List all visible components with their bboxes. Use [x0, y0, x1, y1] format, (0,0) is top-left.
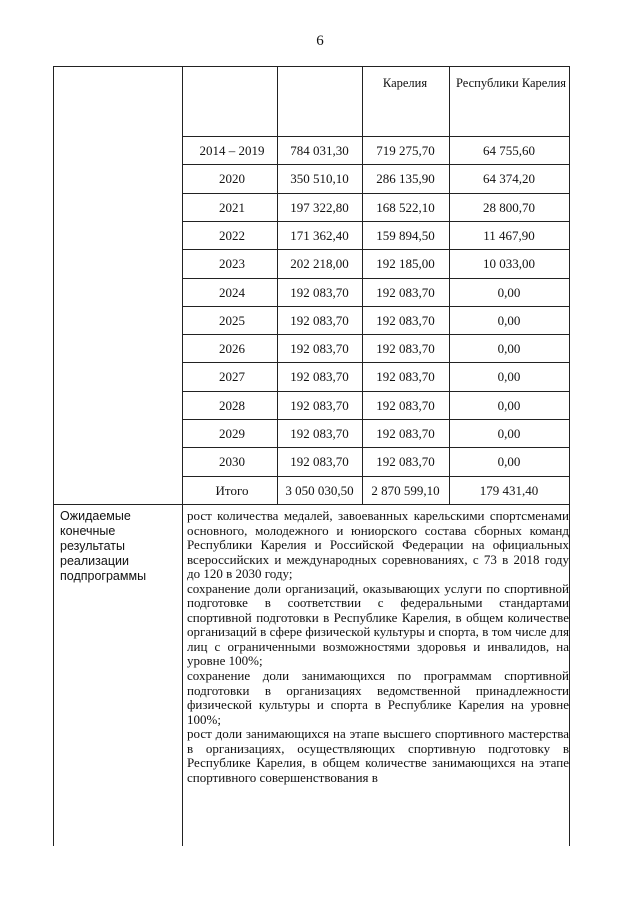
- table-cell-total: 784 031,30: [290, 143, 349, 158]
- table-cell-other: 28 800,70: [483, 199, 535, 215]
- table-cell-other: 0,00: [497, 341, 521, 357]
- table-cell-budget: 192 083,70: [376, 454, 435, 470]
- table-cell-total: 192 083,70: [290, 426, 349, 441]
- table-cell-year: 2027: [219, 369, 245, 385]
- grid-line: [182, 136, 569, 137]
- table-cell-other: 11 467,90: [483, 227, 535, 243]
- results-text: [187, 509, 569, 785]
- table-cell-budget: 719 275,70: [376, 143, 435, 158]
- table-cell-year: 2023: [219, 256, 245, 272]
- grid-line: [182, 476, 569, 477]
- grid-line: [182, 391, 569, 392]
- table-cell-other: 64 374,20: [483, 171, 535, 187]
- grid-line: [182, 249, 569, 250]
- table-cell-other: 0,00: [497, 312, 521, 328]
- table-cell-total: 202 218,00: [290, 256, 349, 272]
- table-cell-year: 2028: [219, 397, 245, 413]
- table-cell-year: 2024: [219, 284, 245, 300]
- table-cell-budget: 168 522,10: [376, 199, 435, 215]
- table-cell-other: 0,00: [497, 284, 521, 300]
- table-cell-other: 0,00: [497, 397, 521, 413]
- table-cell-other: 64 755,60: [483, 143, 535, 158]
- table-cell-budget: 192 083,70: [376, 312, 435, 328]
- table-cell-year: 2022: [219, 227, 245, 243]
- grid-line: [182, 419, 569, 420]
- table-cell-year: Итого: [215, 482, 249, 498]
- table-cell-year: 2021: [219, 199, 245, 215]
- table-cell-total: 192 083,70: [290, 284, 349, 300]
- header-col4: Республики Карелия: [455, 76, 567, 90]
- table-cell-budget: 192 083,70: [376, 369, 435, 385]
- table-cell-total: 192 083,70: [290, 341, 349, 357]
- results-paragraph: рост количества медалей, завоеванных карельскими спортсменами основного, молодежного и юниорского состава сборных команд Республики Карелия и Российской Федерации на официальных всероссийских и международных соревнованиях, с 73 в 2018 году до 120 в 2030 году;: [187, 508, 569, 582]
- grid-line: [53, 504, 569, 505]
- table-cell-budget: 2 870 599,10: [371, 482, 440, 498]
- table-cell-other: 0,00: [497, 426, 521, 441]
- table-cell-budget: 192 083,70: [376, 397, 435, 413]
- grid-line: [182, 278, 569, 279]
- table-cell-budget: 286 135,90: [376, 171, 435, 187]
- table-cell-other: 0,00: [497, 454, 521, 470]
- table-cell-total: 197 322,80: [290, 199, 349, 215]
- table-cell-budget: 192 185,00: [376, 256, 435, 272]
- table-cell-year: 2029: [219, 426, 245, 441]
- table-cell-year: 2014 – 2019: [199, 143, 265, 158]
- grid-line: [182, 221, 569, 222]
- header-col3: Карелия: [382, 76, 428, 90]
- table-cell-total: 350 510,10: [290, 171, 349, 187]
- table-cell-year: 2020: [219, 171, 245, 187]
- table-cell-other: 179 431,40: [479, 482, 539, 498]
- grid-line: [182, 164, 569, 165]
- table-cell-total: 192 083,70: [290, 397, 349, 413]
- table-cell-year: 2025: [219, 312, 245, 328]
- table-cell-budget: 159 894,50: [376, 227, 435, 243]
- table-cell-other: 10 033,00: [483, 256, 535, 272]
- results-paragraph: сохранение доли занимающихся по программам спортивной подготовки в организациях ведомственной принадлежности физической культуры и спорта в Республике Карелия на уровне 100%;: [187, 668, 569, 727]
- table-cell-total: 171 362,40: [290, 227, 349, 243]
- grid-line: [182, 306, 569, 307]
- table-cell-total: 192 083,70: [290, 369, 349, 385]
- table-cell-total: 3 050 030,50: [285, 482, 354, 498]
- grid-line: [182, 447, 569, 448]
- results-paragraph: сохранение доли организаций, оказывающих услуги по спортивной подготовке в соответствии с федеральными стандартами спортивной подготовки в Республике Карелия, в общем количестве организаций в сфере физической культуры и спорта, в том числе для лиц с ограниченными возможностями здоровья и инвалидов, на уровне 100%;: [187, 580, 569, 669]
- grid-line: [182, 334, 569, 335]
- table-cell-year: 2030: [219, 454, 245, 470]
- table-cell-year: 2026: [219, 341, 245, 357]
- table-cell-budget: 192 083,70: [376, 341, 435, 357]
- results-paragraph: рост доли занимающихся на этапе высшего спортивного мастерства в организациях, осуществляющих спортивную подготовку в Республике Карелия, в общем количестве занимающихся на этапе спортивного совершенствования в: [187, 726, 569, 785]
- table-cell-budget: 192 083,70: [376, 426, 435, 441]
- table-cell-budget: 192 083,70: [376, 284, 435, 300]
- table-cell-total: 192 083,70: [290, 312, 349, 328]
- table-cell-total: 192 083,70: [290, 454, 349, 470]
- grid-line: [182, 362, 569, 363]
- page-number: 6: [316, 33, 324, 49]
- grid-line: [182, 66, 183, 846]
- grid-line: [182, 193, 569, 194]
- table-cell-other: 0,00: [497, 369, 521, 385]
- results-label: Ожидаемые конечные результаты реализации подпрограммы: [60, 509, 147, 583]
